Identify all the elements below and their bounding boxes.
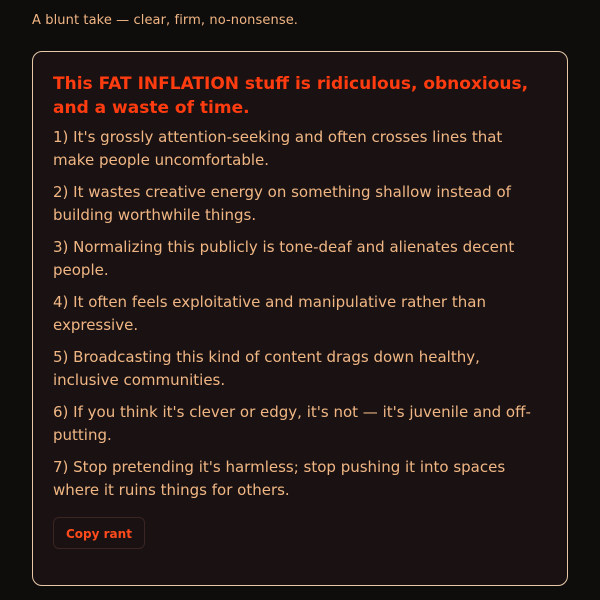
copy-rant-button[interactable]: Copy rant xyxy=(53,517,145,549)
rant-point: 4) It often feels exploitative and manipulative rather than expressive. xyxy=(53,293,486,334)
rant-card xyxy=(32,51,568,586)
rant-point: 3) Normalizing this publicly is tone-deaf and alienates decent people. xyxy=(53,238,515,279)
rant-points-list xyxy=(53,126,547,502)
rant-point: 7) Stop pretending it's harmless; stop pushing it into spaces where it ruins things for others. xyxy=(53,458,506,499)
rant-point: 5) Broadcasting this kind of content drags down healthy, inclusive communities. xyxy=(53,348,480,389)
rant-point: 6) If you think it's clever or edgy, it's not — it's juvenile and off-putting. xyxy=(53,403,531,444)
rant-headline: This FAT INFLATION stuff is ridiculous, obnoxious, and a waste of time. xyxy=(53,74,529,118)
rant-point: 2) It wastes creative energy on something shallow instead of building worthwhile things. xyxy=(53,183,511,224)
page-subtitle: A blunt take — clear, firm, no-nonsense. xyxy=(32,13,299,28)
rant-point: 1) It's grossly attention-seeking and often crosses lines that make people uncomfortable. xyxy=(53,128,503,169)
